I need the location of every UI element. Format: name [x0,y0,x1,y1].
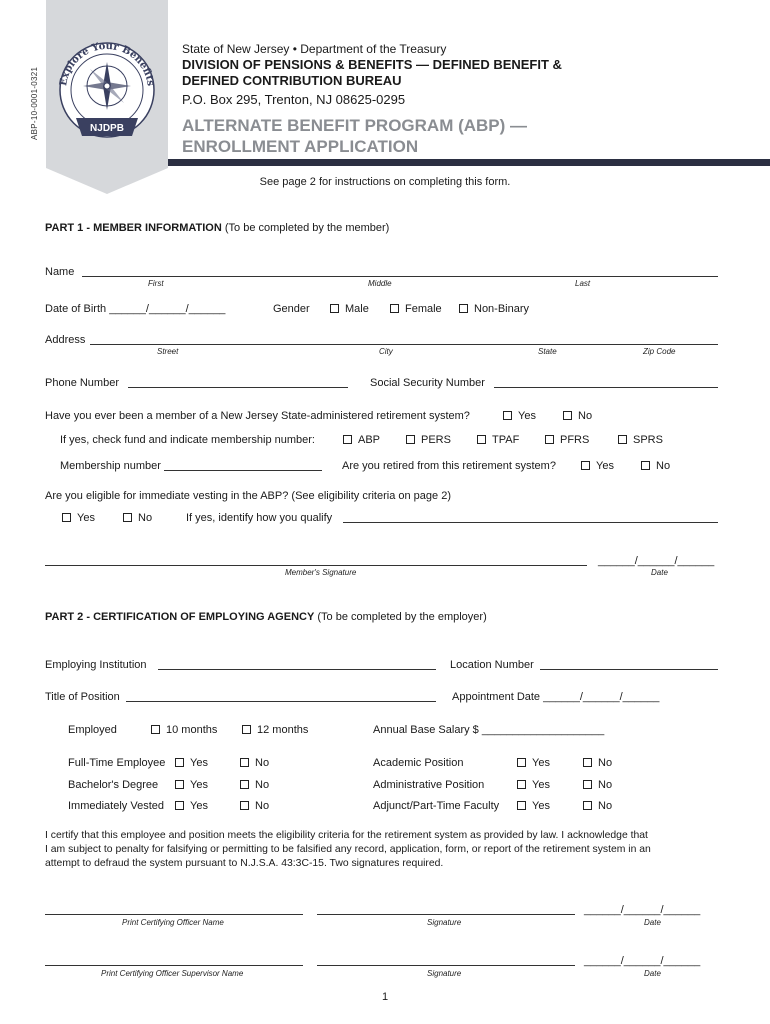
option-label: No [598,800,613,812]
name-first-caption: First [148,279,164,288]
employed-10-months[interactable] [151,724,217,736]
administrative-question: Administrative Position [373,779,485,791]
option-label: Female [405,303,442,315]
checkbox[interactable] [517,801,526,810]
administrative-no[interactable] [583,779,612,791]
address-label: Address [45,334,86,346]
member-signature-caption: Member's Signature [285,568,357,577]
option-label: Yes [532,757,550,769]
appointment-date-field[interactable]: Appointment Date ______/______/______ [452,691,660,703]
gender-label: Gender [273,303,310,315]
option-label: No [578,410,593,422]
adjunct-question: Adjunct/Part-Time Faculty [373,800,500,812]
option-label: Yes [596,460,614,472]
bachelors-yes[interactable] [175,779,208,791]
position-title-label: Title of Position [45,691,120,703]
vested-question: Immediately Vested [68,800,164,812]
officer-name-caption: Print Certifying Officer Name [122,918,224,927]
option-label: ABP [358,434,381,446]
option-label: Yes [190,757,208,769]
checkbox[interactable] [618,435,627,444]
checkbox[interactable] [240,758,249,767]
address-state-caption: State [538,347,557,356]
checkbox[interactable] [459,304,468,313]
option-label: No [255,800,270,812]
fund-question: If yes, check fund and indicate membership number: [60,434,315,446]
option-label: Yes [518,410,536,422]
option-label: No [598,779,613,791]
location-number-label: Location Number [450,659,534,671]
checkbox[interactable] [390,304,399,313]
option-label: Yes [190,779,208,791]
option-label: No [255,779,270,791]
supervisor-name-caption: Print Certifying Officer Supervisor Name [101,969,244,978]
checkbox[interactable] [406,435,415,444]
part2-heading-title: PART 2 - CERTIFICATION OF EMPLOYING AGENCY [45,611,315,623]
vested-no[interactable] [240,800,269,812]
division-address: P.O. Box 295, Trenton, NJ 08625-0295 [182,92,406,107]
checkbox[interactable] [517,780,526,789]
part1-heading-note: (To be completed by the member) [224,222,390,234]
option-label: Yes [77,512,95,524]
supervisor-date-caption: Date [644,969,661,978]
address-zip-caption: Zip Code [643,347,676,356]
adjunct-no[interactable] [583,800,612,812]
full-time-no[interactable] [240,757,269,769]
seal-bottom-text: NJDPB [90,123,124,134]
officer-name-field[interactable] [45,914,303,915]
bachelors-no[interactable] [240,779,269,791]
checkbox[interactable] [583,801,592,810]
checkbox[interactable] [151,725,160,734]
option-label: PFRS [560,434,590,446]
retired-question: Are you retired from this retirement system? [342,460,556,472]
fund-pfrs-option[interactable] [545,434,589,446]
phone-field[interactable] [128,387,348,388]
academic-no[interactable] [583,757,612,769]
officer-signature-field[interactable] [317,914,575,915]
prior-member-question: Have you ever been a member of a New Jersey State-administered retirement system? [45,410,470,422]
supervisor-signature-caption: Signature [427,969,462,978]
form-code: ABP-10-0001-0321 [30,66,39,140]
checkbox[interactable] [545,435,554,444]
option-label: Non-Binary [474,303,530,315]
checkbox[interactable] [242,725,251,734]
employed-label: Employed [68,724,117,736]
vesting-question: Are you eligible for immediate vesting in the ABP? (See eligibility criteria on page 2) [45,490,451,502]
location-number-field[interactable] [540,669,718,670]
checkbox[interactable] [240,801,249,810]
full-time-question: Full-Time Employee [68,757,166,769]
checkbox[interactable] [563,411,572,420]
institution-label: Employing Institution [45,659,147,671]
option-label: TPAF [492,434,520,446]
option-label: No [255,757,270,769]
checkbox[interactable] [583,758,592,767]
option-label: SPRS [633,434,663,446]
adjunct-yes[interactable] [517,800,550,812]
checkbox[interactable] [503,411,512,420]
annual-salary-field[interactable]: Annual Base Salary $ ____________________ [373,724,605,736]
checkbox[interactable] [123,513,132,522]
address-field[interactable] [90,344,718,345]
supervisor-name-field[interactable] [45,965,303,966]
option-label: No [656,460,671,472]
prior-member-no[interactable] [563,410,592,422]
fund-pers-option[interactable] [406,434,451,446]
part1-heading [45,222,389,234]
option-label: No [598,757,613,769]
ssn-label: Social Security Number [370,377,485,389]
checkbox[interactable] [330,304,339,313]
checkbox[interactable] [175,801,184,810]
qualify-label: If yes, identify how you qualify [186,512,333,524]
fund-abp-option[interactable] [343,434,380,446]
certify-line-1: I certify that this employee and position meets the eligibility criteria for the retirement system as provided by law. I acknowledge that [45,830,648,841]
academic-question: Academic Position [373,757,464,769]
checkbox[interactable] [581,461,590,470]
dob-field[interactable]: Date of Birth ______/______/______ [45,303,226,315]
checkbox[interactable] [343,435,352,444]
checkbox[interactable] [62,513,71,522]
supervisor-signature-field[interactable] [317,965,575,966]
name-last-caption: Last [575,279,591,288]
gender-female-option[interactable] [390,303,442,315]
form-title-2: ENROLLMENT APPLICATION [182,137,419,156]
checkbox[interactable] [240,780,249,789]
member-signature-field[interactable] [45,565,587,566]
name-field[interactable] [82,276,718,277]
option-label: 12 months [257,724,309,736]
membership-number-label: Membership number [60,460,161,472]
option-label: PERS [421,434,451,446]
phone-label: Phone Number [45,377,119,389]
vested-yes[interactable] [175,800,208,812]
certify-line-3: attempt to defraud the system pursuant to N.J.S.A. 43:3C-15. Two signatures required. [45,858,444,869]
employed-12-months[interactable] [242,724,308,736]
membership-number-field[interactable] [164,470,322,471]
checkbox[interactable] [175,780,184,789]
checkbox[interactable] [517,758,526,767]
member-date-caption: Date [651,568,668,577]
option-label: Yes [532,800,550,812]
officer-signature-caption: Signature [427,918,462,927]
checkbox[interactable] [583,780,592,789]
state-line: State of New Jersey • Department of the Treasury [182,42,447,56]
fund-sprs-option[interactable] [618,434,663,446]
supervisor-date-field[interactable]: ______/______/______ [584,955,701,967]
checkbox[interactable] [641,461,650,470]
option-label: Yes [190,800,208,812]
retired-yes[interactable] [581,460,614,472]
instructions-note: See page 2 for instructions on completing this form. [259,176,511,188]
vesting-yes[interactable] [62,512,95,524]
qualify-field[interactable] [343,522,718,523]
part1-heading-title: PART 1 - MEMBER INFORMATION [45,222,222,234]
gender-male-option[interactable] [330,303,369,315]
checkbox[interactable] [175,758,184,767]
option-label: No [138,512,153,524]
retired-no[interactable] [641,460,670,472]
njdpb-seal-ribbon [46,0,168,194]
institution-field[interactable] [158,669,436,670]
vesting-no[interactable] [123,512,152,524]
prior-member-yes[interactable] [503,410,536,422]
option-label: 10 months [166,724,218,736]
name-middle-caption: Middle [368,279,392,288]
member-date-field[interactable]: ______/______/______ [598,555,715,567]
name-label: Name [45,266,75,278]
full-time-yes[interactable] [175,757,208,769]
option-label: Male [345,303,369,315]
academic-yes[interactable] [517,757,550,769]
ssn-field[interactable] [494,387,718,388]
certify-line-2: I am subject to penalty for falsifying or permitting to be falsified any record, application, form, or report of the retirement system in an [45,844,651,855]
seal-top-text: Explore Your Benefits [58,40,156,87]
position-title-field[interactable] [126,701,436,702]
option-label: Yes [532,779,550,791]
division-line-1: DIVISION OF PENSIONS & BENEFITS — DEFINED BENEFIT & [182,57,562,72]
administrative-yes[interactable] [517,779,550,791]
checkbox[interactable] [477,435,486,444]
address-city-caption: City [379,347,393,356]
officer-date-field[interactable]: ______/______/______ [584,904,701,916]
fund-tpaf-option[interactable] [477,434,519,446]
part2-heading-note: (To be completed by the employer) [317,611,487,623]
gender-nonbinary-option[interactable] [459,303,529,315]
form-title-1: ALTERNATE BENEFIT PROGRAM (ABP) — [182,116,528,135]
header-bar [168,159,770,166]
bachelors-question: Bachelor's Degree [68,779,159,791]
address-street-caption: Street [157,347,179,356]
division-line-2: DEFINED CONTRIBUTION BUREAU [182,73,402,88]
officer-date-caption: Date [644,918,661,927]
page-number: 1 [381,991,389,1003]
part2-heading [45,611,487,623]
